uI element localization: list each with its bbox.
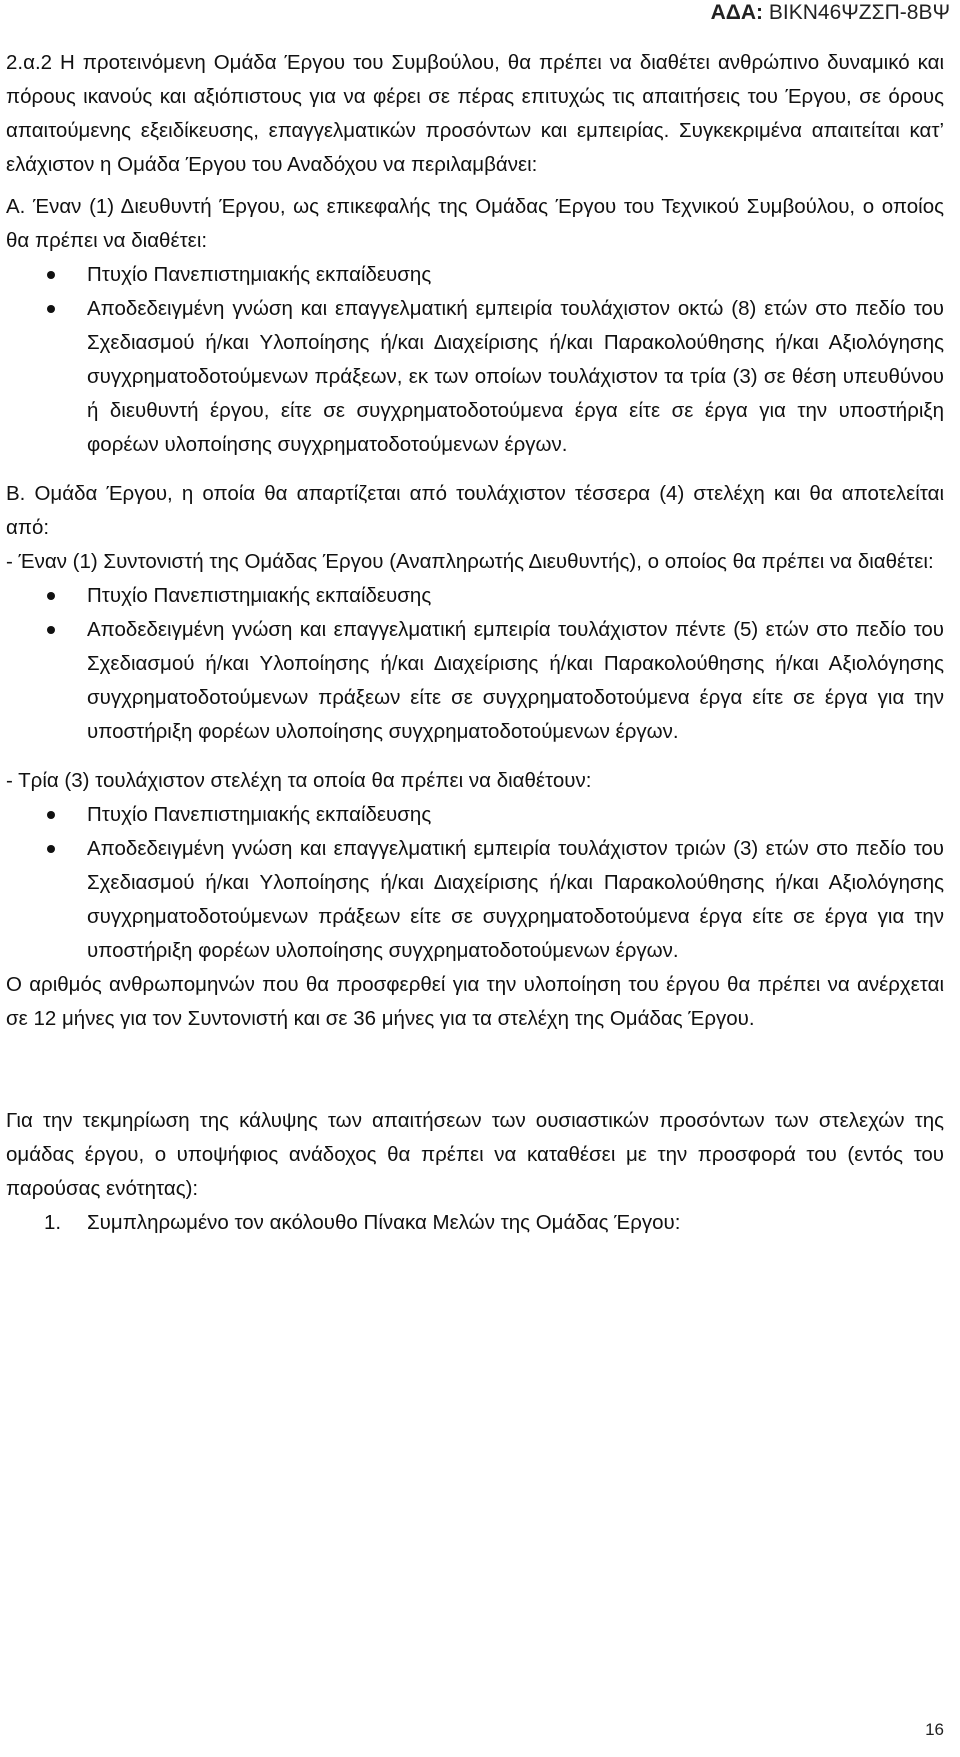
part-b-heading: Β. Ομάδα Έργου, η οποία θα απαρτίζεται από τουλάχιστον τέσσερα (4) στελέχη και θα αποτελείται από: xyxy=(6,482,944,539)
list-item-text: Πτυχίο Πανεπιστημιακής εκπαίδευσης xyxy=(87,584,432,607)
ada-label: ΑΔΑ: xyxy=(710,1,764,24)
ada-header xyxy=(711,0,950,26)
ada-code: ΒΙΚΝ46ΨΖΣΠ-8ΒΨ xyxy=(768,1,950,24)
list-item xyxy=(6,832,944,968)
part-a-bullet-list xyxy=(6,258,944,462)
page-number: 16 xyxy=(925,1720,944,1739)
spacer xyxy=(6,1036,944,1104)
document-body xyxy=(6,46,944,1240)
bullet-icon xyxy=(47,626,55,634)
list-item-text: Πτυχίο Πανεπιστημιακής εκπαίδευσης xyxy=(87,803,432,826)
list-item-number: 1. xyxy=(44,1211,62,1234)
coordinator-bullet-list xyxy=(6,579,944,749)
bullet-icon xyxy=(47,845,55,853)
documentation-intro: Για την τεκμηρίωση της κάλυψης των απαιτήσεων των ουσιαστικών προσόντων των στελεχών της ομάδας έργου, ο υποψήφιος ανάδοχος θα πρέπει να καταθέσει με την προσφορά του (εντός του παρούσας ενότητας): xyxy=(6,1109,944,1200)
list-item-text: Συμπληρωμένο τον ακόλουθο Πίνακα Μελών της Ομάδας Έργου: xyxy=(87,1211,681,1234)
coordinator-line: - Έναν (1) Συντονιστή της Ομάδας Έργου (Αναπληρωτής Διευθυντής), ο οποίος θα πρέπει να διαθέτει: xyxy=(6,550,934,573)
list-item-text: Αποδεδειγμένη γνώση και επαγγελματική εμπειρία τουλάχιστον οκτώ (8) ετών στο πεδίο του Σχεδιασμού ή/και Υλοποίησης ή/και Διαχείρισης ή/και Παρακολούθησης ή/και Αξιολόγησης συγχρηματοδοτούμενων πράξεων, εκ των οποίων τουλάχιστον τα τρία (3) σε θέση υπευθύνου ή διευθυντή έργου, είτε σε συγχρηματοδοτούμενα έργα είτε σε έργα για την υποστήριξη φορέων υλοποίησης συγχρηματοδοτούμενων έργων. xyxy=(87,297,944,456)
list-item xyxy=(6,258,944,292)
list-item-text: Πτυχίο Πανεπιστημιακής εκπαίδευσης xyxy=(87,263,432,286)
list-item xyxy=(6,798,944,832)
person-months-paragraph: Ο αριθμός ανθρωπομηνών που θα προσφερθεί για την υλοποίηση του έργου θα πρέπει να ανέρχεται σε 12 μήνες για τον Συντονιστή και σε 36 μήνες για τα στελέχη της Ομάδας Έργου. xyxy=(6,973,944,1030)
list-item xyxy=(6,579,944,613)
part-a-heading: Α. Έναν (1) Διευθυντή Έργου, ως επικεφαλής της Ομάδας Έργου του Τεχνικού Συμβούλου, ο οποίος θα πρέπει να διαθέτει: xyxy=(6,195,944,252)
list-item xyxy=(6,292,944,462)
bullet-icon xyxy=(47,305,55,313)
documentation-list xyxy=(6,1206,944,1240)
staff-bullet-list xyxy=(6,798,944,968)
list-item xyxy=(6,1206,944,1240)
bullet-icon xyxy=(47,592,55,600)
list-item-text: Αποδεδειγμένη γνώση και επαγγελματική εμπειρία τουλάχιστον τριών (3) ετών στο πεδίο του Σχεδιασμού ή/και Υλοποίησης ή/και Διαχείρισης ή/και Παρακολούθησης ή/και Αξιολόγησης συγχρηματοδοτούμενων πράξεων είτε σε συγχρηματοδοτούμενα έργα είτε σε έργα για την υποστήριξη φορέων υλοποίησης συγχρηματοδοτούμενων έργων. xyxy=(87,837,944,962)
section-intro-paragraph: 2.α.2 Η προτεινόμενη Ομάδα Έργου του Συμβούλου, θα πρέπει να διαθέτει ανθρώπινο δυναμικό και πόρους ικανούς και αξιόπιστους για να φέρει σε πέρας επιτυχώς τις απαιτήσεις του Έργου, σε όρους απαιτούμενης εξειδίκευσης, επαγγελματικών προσόντων και εμπειρίας. Συγκεκριμένα απαιτείται κατ’ ελάχιστον η Ομάδα Έργου του Αναδόχου να περιλαμβάνει: xyxy=(6,51,944,176)
bullet-icon xyxy=(47,271,55,279)
bullet-icon xyxy=(47,811,55,819)
list-item xyxy=(6,613,944,749)
list-item-text: Αποδεδειγμένη γνώση και επαγγελματική εμπειρία τουλάχιστον πέντε (5) ετών στο πεδίο του Σχεδιασμού ή/και Υλοποίησης ή/και Διαχείρισης ή/και Παρακολούθησης ή/και Αξιολόγησης συγχρηματοδοτούμενων πράξεων είτε σε συγχρηματοδοτούμενα έργα είτε σε έργα για την υποστήριξη φορέων υλοποίησης συγχρηματοδοτούμενων έργων. xyxy=(87,618,944,743)
staff-line: - Τρία (3) τουλάχιστον στελέχη τα οποία θα πρέπει να διαθέτουν: xyxy=(6,769,592,792)
